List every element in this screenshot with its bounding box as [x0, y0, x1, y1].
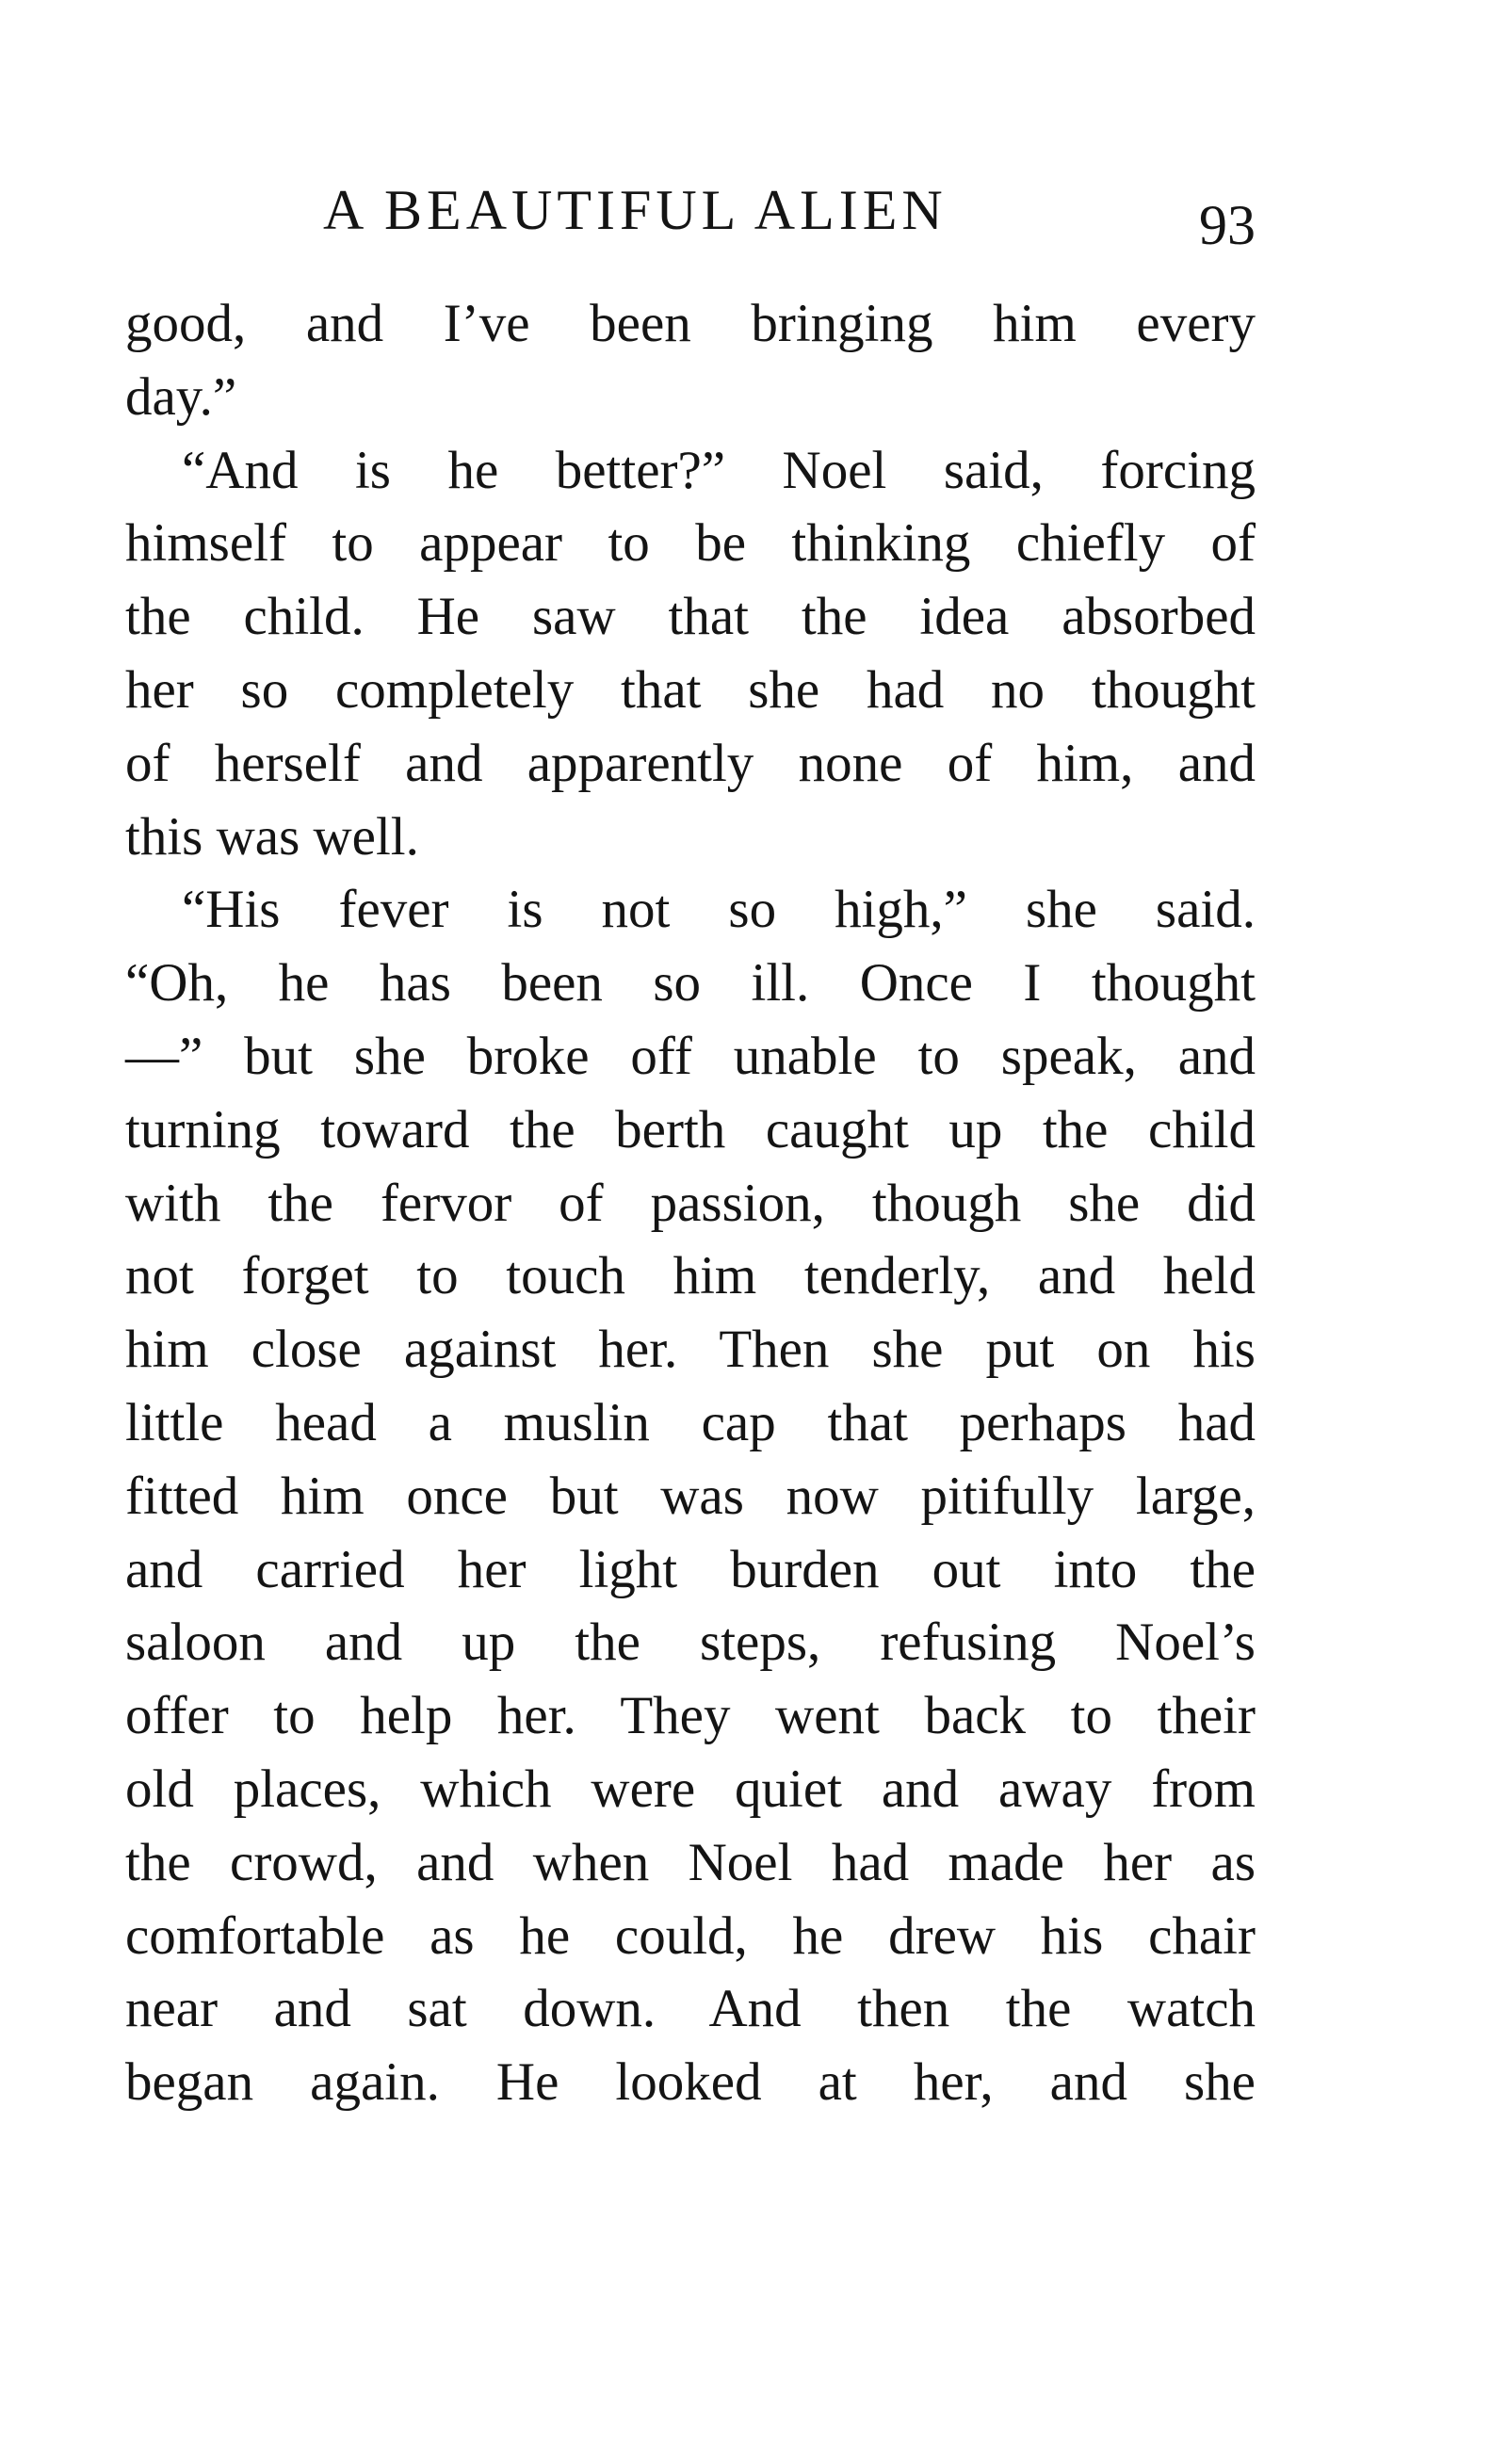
text-line: fitted him once but was now pitifully large,	[125, 1466, 1256, 1526]
text-line: himself to appear to be thinking chiefly of	[125, 513, 1256, 574]
text-line: near and sat down. And then the watch	[125, 1979, 1256, 2039]
text-line: the child. He saw that the idea absorbed	[125, 587, 1256, 647]
text-line: good, and I’ve been bringing him every	[125, 294, 1256, 353]
text-line: comfortable as he could, he drew his chair	[125, 1905, 1256, 1966]
text-line: “Oh, he has been so ill. Once I thought	[125, 953, 1256, 1013]
text-line: the crowd, and when Noel had made her as	[125, 1832, 1256, 1892]
text-line: her so completely that she had no thought	[125, 659, 1256, 720]
text-line: —” but she broke off unable to speak, and	[125, 1026, 1256, 1086]
running-head	[125, 177, 1256, 262]
text-line: with the fervor of passion, though she did	[125, 1173, 1256, 1233]
text-line: “And is he better?” Noel said, forcing	[182, 440, 1256, 500]
text-line: day.”	[125, 366, 237, 427]
body-text	[125, 287, 1256, 2119]
running-title: A BEAUTIFUL ALIEN	[323, 179, 948, 241]
text-line: offer to help her. They went back to their	[125, 1686, 1256, 1746]
text-line: old places, which were quiet and away from	[125, 1759, 1256, 1819]
page-number: 93	[1199, 194, 1256, 256]
text-line: not forget to touch him tenderly, and held	[125, 1246, 1256, 1306]
text-line: him close against her. Then she put on his	[125, 1320, 1256, 1380]
text-line: began again. He looked at her, and she	[125, 2052, 1256, 2113]
text-line: turning toward the berth caught up the child	[125, 1099, 1256, 1159]
text-line: and carried her light burden out into the	[125, 1539, 1256, 1599]
text-line: of herself and apparently none of him, and	[125, 733, 1256, 793]
text-line: little head a muslin cap that perhaps had	[125, 1392, 1256, 1452]
text-line: “His fever is not so high,” she said.	[182, 880, 1256, 940]
text-line: saloon and up the steps, refusing Noel’s	[125, 1613, 1256, 1673]
text-line: this was well.	[125, 806, 419, 867]
